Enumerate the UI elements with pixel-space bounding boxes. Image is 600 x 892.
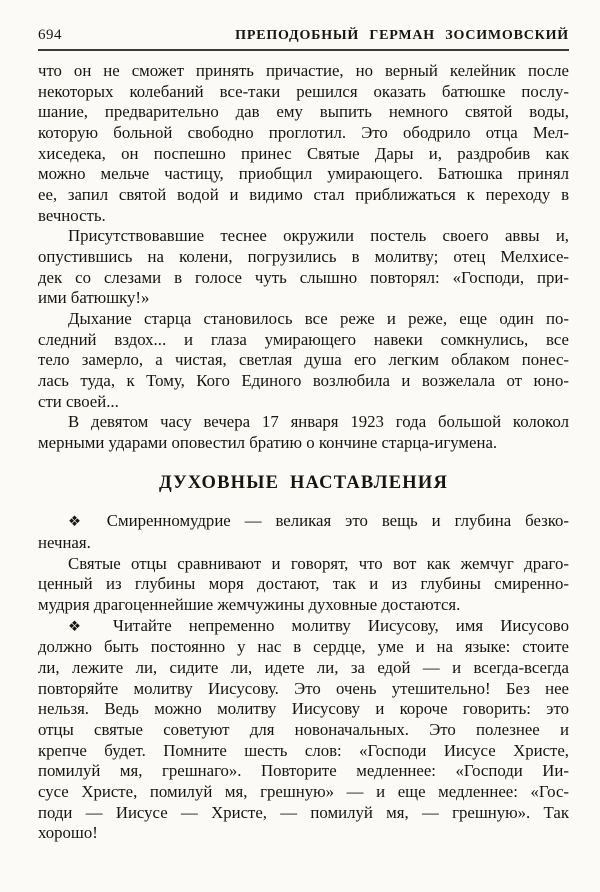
text-line: Присутствовавшие теснее окружили постель своего аввы и, bbox=[68, 226, 569, 246]
text-line: В девятом часу вечера 17 января 1923 года большой колокол bbox=[68, 412, 569, 432]
text-line: что он не сможет принять причастие, но верный келейник после bbox=[38, 61, 569, 80]
text-line: тело замерло, а чистая, светлая душа его легким облаком понес- bbox=[38, 350, 569, 370]
paragraph bbox=[38, 511, 569, 553]
text-line: ими батюшку!» bbox=[38, 288, 150, 308]
paragraph bbox=[38, 412, 569, 453]
text-line: нечная. bbox=[38, 533, 91, 553]
text-line: хиседека, он поспешно принес Святые Дары и, раздробив как bbox=[38, 143, 569, 163]
text-line: повторяйте молитву Иисусову. Это очень утешительно! Без нее bbox=[38, 678, 569, 698]
paragraph bbox=[38, 226, 569, 309]
text-line: ли, лежите ли, сидите ли, идете ли, за едой — и всегда-всегда bbox=[38, 658, 569, 678]
text-line: шание, предварительно дав ему выпить немного святой воды, bbox=[38, 102, 569, 122]
text-line: следний вздох... и глаза умирающего навеки сомкнулись, все bbox=[38, 329, 569, 349]
paragraph bbox=[38, 616, 569, 844]
text-line: мудрия драгоценнейшие жемчужины духовные достаются. bbox=[38, 595, 461, 615]
text-line: ее, запил святой водой и видимо стал приближаться к переходу в bbox=[38, 184, 569, 204]
text-line: некоторых колебаний все-таки решился оказать батюшке послу- bbox=[38, 81, 569, 101]
text-line: должно быть постоянно у нас в сердце, уме и на языке: стоите bbox=[38, 637, 569, 657]
text-line: ценный из глубины моря достают, так и из глубины смиренно- bbox=[38, 574, 569, 594]
running-header bbox=[38, 27, 569, 51]
text-line: ❖ Читайте непременно молитву Иисусову, имя Иисусово bbox=[68, 615, 569, 635]
text-line: опустившись на колени, погрузились в молитву; отец Мелхисе- bbox=[38, 246, 569, 266]
text-line: которую больной свободно проглотил. Это ободрило отца Мел- bbox=[38, 122, 569, 142]
diamond-bullet-icon: ❖ bbox=[68, 514, 91, 531]
text-line: сусе Христе, помилуй мя, грешную» — и еще медленнее: «Гос- bbox=[38, 782, 569, 801]
text-line: крепче будет. Помните шесть слов: «Господи Иисусе Христе, bbox=[38, 740, 569, 760]
text-line: лась туда, к Тому, Кого Единого возлюбила и возжелала от юно- bbox=[38, 370, 569, 390]
paragraph bbox=[38, 554, 569, 616]
text-line: вечность. bbox=[38, 205, 106, 225]
text-line: Дыхание старца становилось все реже и реже, еще один по- bbox=[68, 308, 569, 328]
text-line: можно мельче частицу, приобщил умирающего. Батюшка принял bbox=[38, 164, 569, 184]
paragraph bbox=[38, 61, 569, 226]
text-line: помилуй мя, грешнаго». Повторите медленнее: «Господи Ии- bbox=[38, 761, 569, 781]
text-line: нельзя. Ведь можно молитву Иисусову и короче говорить: это bbox=[38, 699, 569, 719]
text-line: отцы святые советуют для новоначальных. Это полезнее и bbox=[38, 720, 569, 740]
text-line: сти своей... bbox=[38, 391, 119, 411]
text-line: ❖ Смиренномудрие — великая это вещь и глубина безко- bbox=[68, 511, 570, 531]
text-line: Святые отцы сравнивают и говорят, что вот как жемчуг драго- bbox=[68, 553, 569, 573]
page-number: 694 bbox=[38, 27, 62, 43]
text-line: поди — Иисусе — Христе, — помилуй мя, — грешную». Так bbox=[38, 802, 569, 822]
text-line: дек со слезами в голосе чуть слышно повторял: «Господи, при- bbox=[38, 267, 569, 287]
text-line: мерными ударами оповестил братию о кончине старца-игумена. bbox=[38, 432, 498, 452]
diamond-bullet-icon: ❖ bbox=[68, 618, 94, 635]
page-body bbox=[38, 61, 569, 844]
section-heading: ДУХОВНЫЕ НАСТАВЛЕНИЯ bbox=[158, 473, 449, 494]
paragraph bbox=[38, 309, 569, 412]
text-line: хорошо! bbox=[38, 823, 98, 843]
running-title: ПРЕПОДОБНЫЙ ГЕРМАН ЗОСИМОВСКИЙ bbox=[235, 28, 569, 43]
